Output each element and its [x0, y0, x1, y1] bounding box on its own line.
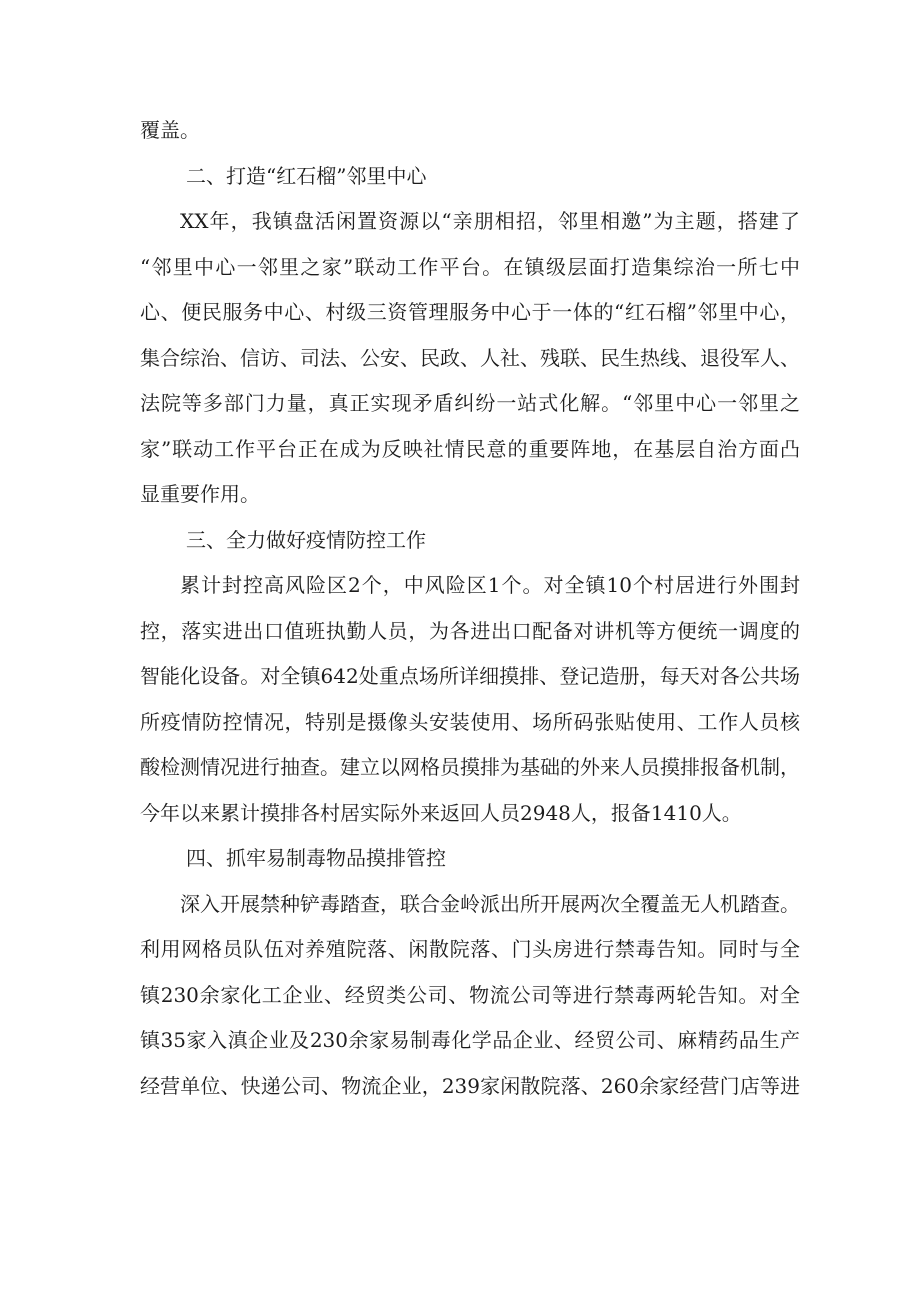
paragraph-line: 利用网格员队伍对养殖院落、闲散院落、门头房进行禁毒告知。同时与全: [140, 937, 800, 961]
paragraph-line: 控，落实进出口值班执勤人员，为各进出口配备对讲机等方便统一调度的: [140, 618, 800, 643]
document-body: [140, 108, 800, 1109]
paragraph-line: 家”联动工作平台正在成为反映社情民意的重要阵地，在基层自治方面凸: [140, 436, 800, 461]
paragraph-line: 显重要作用。: [140, 482, 260, 506]
paragraph-line: 酸检测情况进行抽查。建立以网格员摸排为基础的外来人员摸排报备机制，: [140, 755, 800, 779]
section-heading: 四、抓牢易制毒物品摸排管控: [186, 846, 446, 870]
paragraph-line: 集合综治、信访、司法、公安、民政、人社、残联、民生热线、退役军人、: [140, 345, 800, 370]
paragraph-line: 今年以来累计摸排各村居实际外来返回人员2948人，报备1410人。: [140, 800, 742, 825]
paragraph-line: 经营单位、快递公司、物流企业，239家闲散院落、260余家经营门店等进: [140, 1073, 800, 1098]
paragraph-line: 所疫情防控情况，特别是摄像头安装使用、场所码张贴使用、工作人员核: [140, 709, 800, 734]
paragraph-line: 累计封控高风险区2个，中风险区1个。对全镇10个村居进行外围封: [180, 573, 800, 597]
paragraph-line: XX年，我镇盘活闲置资源以“亲朋相招，邻里相邀”为主题，搭建了: [180, 209, 800, 233]
paragraph-line: 覆盖。: [140, 118, 200, 142]
paragraph-line: “邻里中心一邻里之家”联动工作平台。在镇级层面打造集综治一所七中: [140, 254, 800, 279]
paragraph-line: 心、便民服务中心、村级三资管理服务中心于一体的“红石榴”邻里中心，: [140, 300, 800, 324]
paragraph-line: 智能化设备。对全镇642处重点场所详细摸排、登记造册，每天对各公共场: [140, 664, 800, 688]
section-heading: 三、全力做好疫情防控工作: [186, 527, 426, 552]
paragraph-line: 法院等多部门力量，真正实现矛盾纠纷一站式化解。“邻里中心一邻里之: [140, 391, 800, 415]
paragraph-line: 镇35家入滇企业及230余家易制毒化学品企业、经贸公司、麻精药品生产: [140, 1028, 800, 1052]
section-heading: 二、打造“红石榴”邻里中心: [186, 163, 427, 188]
paragraph-line: 镇230余家化工企业、经贸类公司、物流公司等进行禁毒两轮告知。对全: [140, 982, 800, 1007]
paragraph-line: 深入开展禁种铲毒踏查，联合金岭派出所开展两次全覆盖无人机踏查。: [180, 891, 800, 916]
